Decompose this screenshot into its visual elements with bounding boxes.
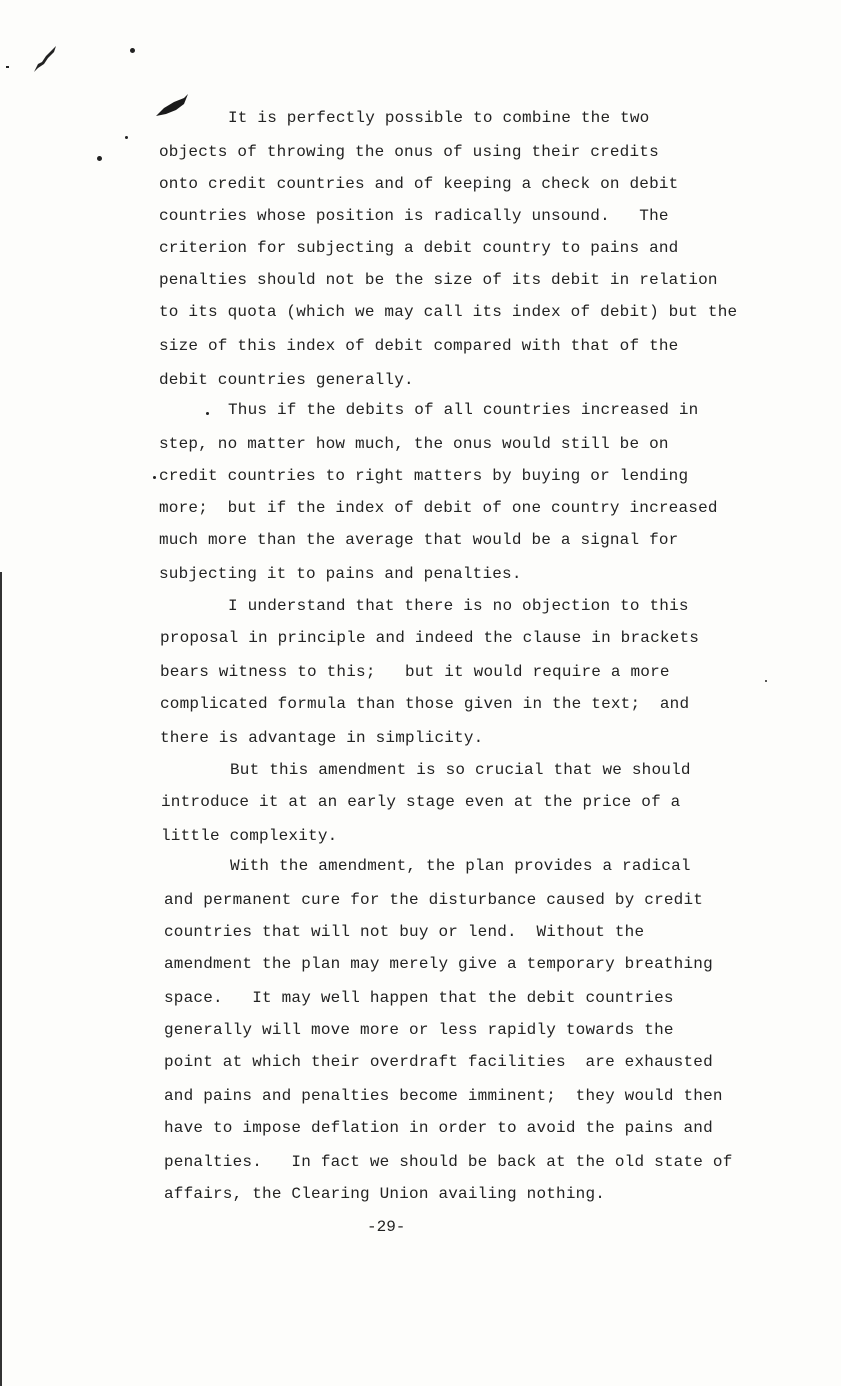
text-line: more; but if the index of debit of one country increased (159, 499, 718, 517)
text-line: affairs, the Clearing Union availing nothing. (164, 1185, 606, 1203)
text-line: point at which their overdraft facilities are exhausted (164, 1053, 713, 1071)
text-line: It is perfectly possible to combine the two (228, 109, 650, 127)
text-line: penalties should not be the size of its debit in relation (159, 271, 718, 289)
ink-blot-top-left (32, 44, 58, 74)
text-line: Thus if the debits of all countries increased in (228, 401, 699, 419)
text-line: countries whose position is radically unsound. The (159, 207, 669, 225)
text-line: step, no matter how much, the onus would still be on (159, 435, 669, 453)
text-line: objects of throwing the onus of using their credits (159, 143, 659, 161)
text-line: bears witness to this; but it would require a more (160, 663, 670, 681)
text-line: size of this index of debit compared with that of the (159, 337, 679, 355)
ink-speck (6, 66, 9, 68)
scan-edge-line (0, 572, 2, 1386)
text-line: to its quota (which we may call its index of debit) but the (159, 303, 738, 321)
ink-speck (206, 412, 209, 415)
text-line: there is advantage in simplicity. (160, 729, 484, 747)
text-line: But this amendment is so crucial that we should (230, 761, 691, 779)
text-line: complicated formula than those given in the text; and (160, 695, 690, 713)
text-line: With the amendment, the plan provides a radical (230, 857, 691, 875)
text-line: debit countries generally. (159, 371, 414, 389)
text-line: and pains and penalties become imminent; they would then (164, 1087, 723, 1105)
ink-speck (125, 136, 128, 139)
text-line: much more than the average that would be a signal for (159, 531, 679, 549)
ink-speck (97, 156, 102, 161)
text-line: generally will move more or less rapidly towards the (164, 1021, 674, 1039)
text-line: space. It may well happen that the debit countries (164, 989, 674, 1007)
text-line: have to impose deflation in order to avoid the pains and (164, 1119, 713, 1137)
text-line: countries that will not buy or lend. Without the (164, 923, 645, 941)
text-line: credit countries to right matters by buying or lending (159, 467, 689, 485)
ink-speck (153, 476, 156, 479)
text-line: little complexity. (161, 827, 338, 845)
text-line: subjecting it to pains and penalties. (159, 565, 522, 583)
text-line: proposal in principle and indeed the clause in brackets (160, 629, 700, 647)
text-line: amendment the plan may merely give a temporary breathing (164, 955, 713, 973)
text-line: criterion for subjecting a debit country to pains and (159, 239, 679, 257)
ink-speck (765, 680, 767, 682)
text-line: I understand that there is no objection to this (228, 597, 689, 615)
text-line: penalties. In fact we should be back at the old state of (164, 1153, 733, 1171)
ink-blot-margin (154, 90, 190, 120)
page-number: -29- (367, 1218, 406, 1236)
text-line: introduce it at an early stage even at the price of a (161, 793, 681, 811)
text-line: and permanent cure for the disturbance caused by credit (164, 891, 704, 909)
ink-speck (130, 48, 135, 53)
text-line: onto credit countries and of keeping a check on debit (159, 175, 679, 193)
